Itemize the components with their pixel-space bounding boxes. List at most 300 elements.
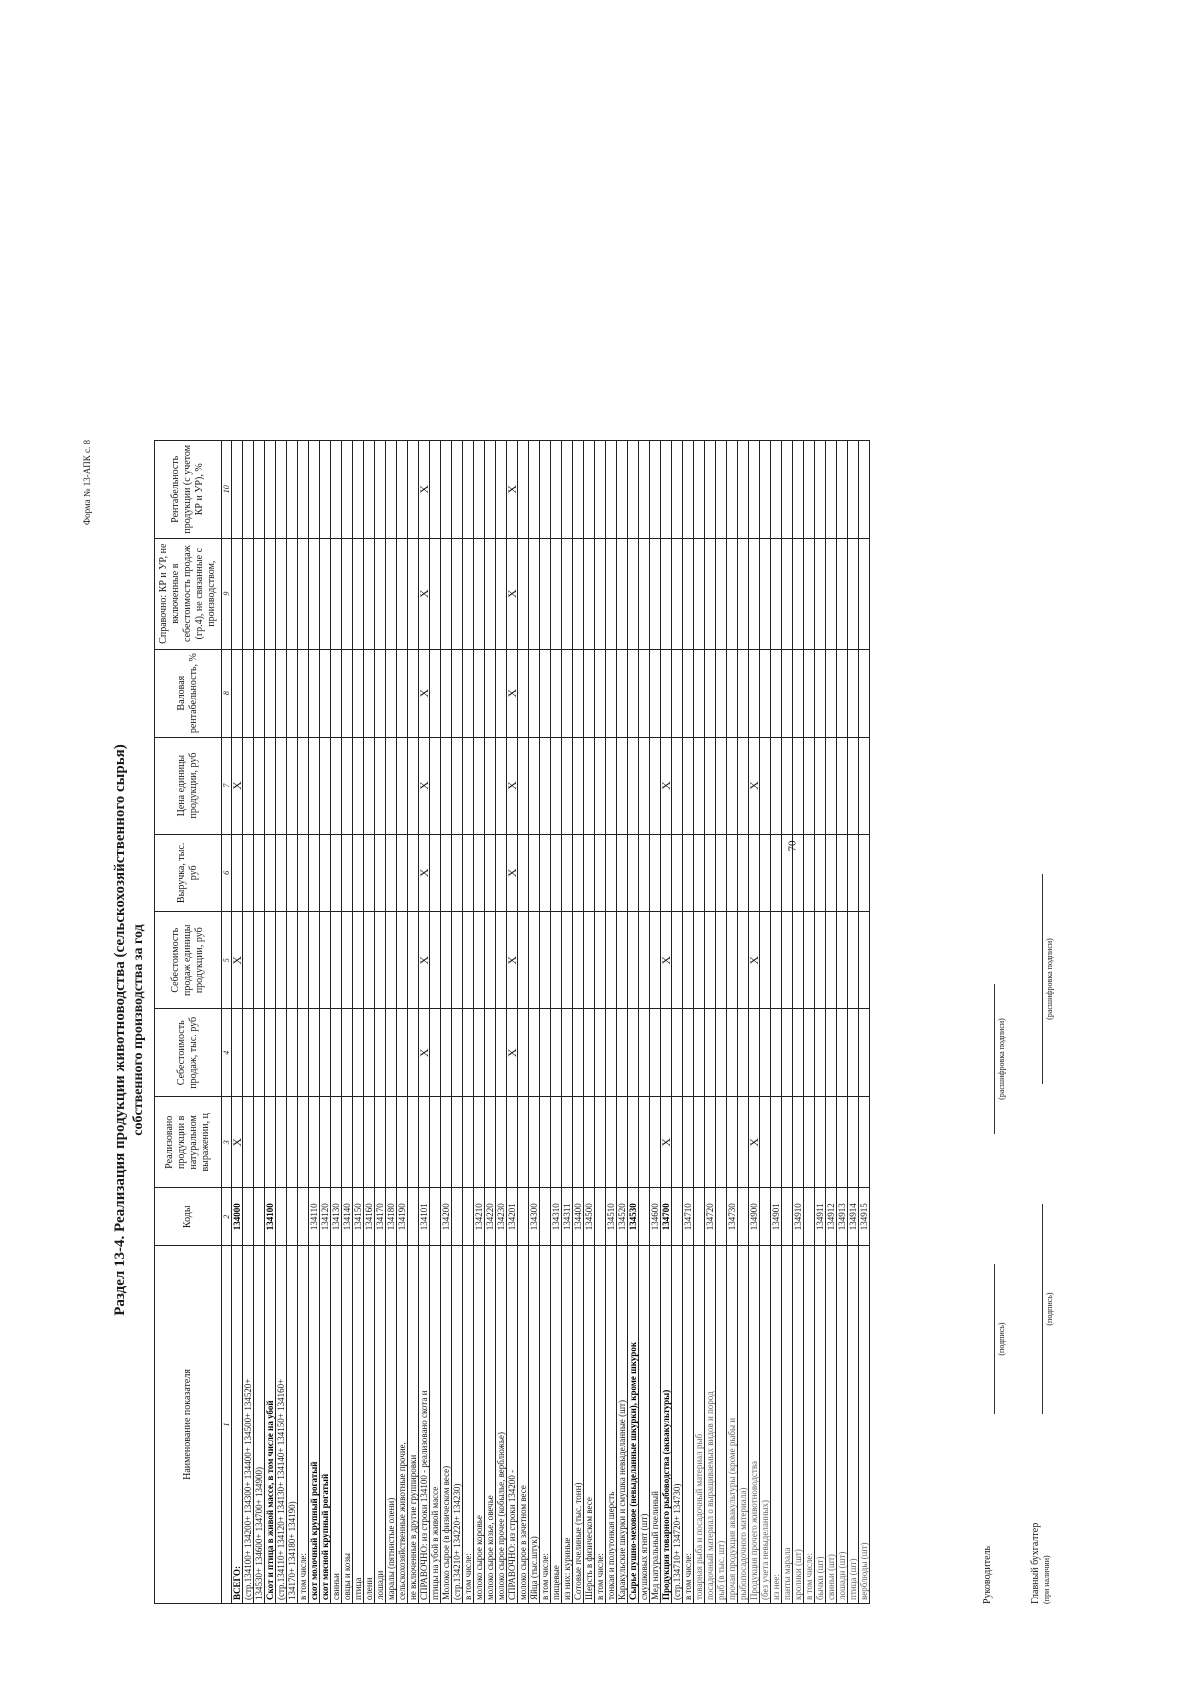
- data-cell[interactable]: [507, 1097, 518, 1188]
- data-cell[interactable]: X: [232, 912, 243, 1009]
- data-cell[interactable]: [683, 538, 694, 649]
- data-cell[interactable]: [474, 1009, 485, 1097]
- data-cell[interactable]: [463, 834, 474, 911]
- data-cell[interactable]: [727, 1009, 738, 1097]
- data-cell[interactable]: [485, 834, 496, 911]
- data-cell[interactable]: [265, 737, 276, 834]
- data-cell[interactable]: [287, 912, 298, 1009]
- data-cell[interactable]: X: [749, 737, 760, 834]
- data-cell[interactable]: [540, 912, 551, 1009]
- data-cell[interactable]: [364, 834, 375, 911]
- data-cell[interactable]: [353, 912, 364, 1009]
- data-cell[interactable]: [485, 737, 496, 834]
- data-cell[interactable]: [551, 1009, 562, 1097]
- data-cell[interactable]: [375, 538, 386, 649]
- data-cell[interactable]: [375, 737, 386, 834]
- data-cell[interactable]: X: [419, 834, 430, 911]
- data-cell[interactable]: [716, 912, 727, 1009]
- data-cell[interactable]: [232, 649, 243, 737]
- data-cell[interactable]: [331, 649, 342, 737]
- data-cell[interactable]: [639, 737, 650, 834]
- data-cell[interactable]: [298, 441, 309, 539]
- data-cell[interactable]: [584, 441, 595, 539]
- data-cell[interactable]: [485, 912, 496, 1009]
- data-cell[interactable]: [287, 737, 298, 834]
- data-cell[interactable]: [430, 737, 441, 834]
- data-cell[interactable]: [848, 912, 859, 1009]
- data-cell[interactable]: [595, 912, 606, 1009]
- data-cell[interactable]: [331, 441, 342, 539]
- data-cell[interactable]: [672, 649, 683, 737]
- data-cell[interactable]: [738, 649, 749, 737]
- data-cell[interactable]: [573, 912, 584, 1009]
- data-cell[interactable]: [375, 834, 386, 911]
- data-cell[interactable]: [254, 441, 265, 539]
- data-cell[interactable]: [595, 834, 606, 911]
- data-cell[interactable]: [485, 538, 496, 649]
- data-cell[interactable]: [771, 1009, 782, 1097]
- data-cell[interactable]: [672, 834, 683, 911]
- data-cell[interactable]: [771, 834, 782, 911]
- data-cell[interactable]: [639, 1097, 650, 1188]
- data-cell[interactable]: [716, 737, 727, 834]
- data-cell[interactable]: [848, 1009, 859, 1097]
- data-cell[interactable]: [848, 538, 859, 649]
- data-cell[interactable]: [397, 538, 408, 649]
- data-cell[interactable]: [760, 441, 771, 539]
- data-cell[interactable]: [474, 737, 485, 834]
- data-cell[interactable]: [782, 649, 793, 737]
- data-cell[interactable]: X: [507, 834, 518, 911]
- data-cell[interactable]: [639, 538, 650, 649]
- data-cell[interactable]: [342, 649, 353, 737]
- data-cell[interactable]: [595, 538, 606, 649]
- data-cell[interactable]: [232, 538, 243, 649]
- data-cell[interactable]: [485, 649, 496, 737]
- data-cell[interactable]: [342, 441, 353, 539]
- data-cell[interactable]: [419, 1097, 430, 1188]
- data-cell[interactable]: [661, 1009, 672, 1097]
- data-cell[interactable]: [254, 649, 265, 737]
- data-cell[interactable]: [265, 649, 276, 737]
- data-cell[interactable]: [584, 649, 595, 737]
- data-cell[interactable]: [749, 538, 760, 649]
- data-cell[interactable]: X: [507, 912, 518, 1009]
- data-cell[interactable]: [463, 441, 474, 539]
- data-cell[interactable]: [815, 1009, 826, 1097]
- head-signature-line[interactable]: [994, 1264, 995, 1414]
- data-cell[interactable]: X: [419, 737, 430, 834]
- data-cell[interactable]: [716, 1009, 727, 1097]
- data-cell[interactable]: [287, 441, 298, 539]
- data-cell[interactable]: [738, 441, 749, 539]
- data-cell[interactable]: [551, 834, 562, 911]
- data-cell[interactable]: [254, 834, 265, 911]
- data-cell[interactable]: [276, 441, 287, 539]
- data-cell[interactable]: [584, 737, 595, 834]
- data-cell[interactable]: [562, 1097, 573, 1188]
- data-cell[interactable]: [562, 538, 573, 649]
- data-cell[interactable]: [705, 834, 716, 911]
- data-cell[interactable]: [452, 1097, 463, 1188]
- data-cell[interactable]: [265, 441, 276, 539]
- data-cell[interactable]: [441, 737, 452, 834]
- data-cell[interactable]: [804, 834, 815, 911]
- data-cell[interactable]: [309, 737, 320, 834]
- data-cell[interactable]: X: [661, 737, 672, 834]
- data-cell[interactable]: [430, 538, 441, 649]
- data-cell[interactable]: [639, 1009, 650, 1097]
- data-cell[interactable]: [694, 1097, 705, 1188]
- data-cell[interactable]: [562, 834, 573, 911]
- data-cell[interactable]: [485, 1009, 496, 1097]
- data-cell[interactable]: [573, 834, 584, 911]
- data-cell[interactable]: [705, 1009, 716, 1097]
- data-cell[interactable]: [463, 1097, 474, 1188]
- data-cell[interactable]: [331, 1009, 342, 1097]
- data-cell[interactable]: [529, 441, 540, 539]
- data-cell[interactable]: [716, 834, 727, 911]
- data-cell[interactable]: [672, 441, 683, 539]
- data-cell[interactable]: [342, 737, 353, 834]
- data-cell[interactable]: [298, 1097, 309, 1188]
- data-cell[interactable]: [793, 737, 804, 834]
- data-cell[interactable]: [342, 834, 353, 911]
- data-cell[interactable]: [452, 538, 463, 649]
- data-cell[interactable]: [771, 649, 782, 737]
- data-cell[interactable]: [309, 834, 320, 911]
- data-cell[interactable]: [628, 1097, 639, 1188]
- data-cell[interactable]: X: [419, 538, 430, 649]
- accountant-signature-line[interactable]: [1042, 1204, 1043, 1414]
- data-cell[interactable]: [584, 1009, 595, 1097]
- data-cell[interactable]: [584, 1097, 595, 1188]
- data-cell[interactable]: X: [661, 912, 672, 1009]
- data-cell[interactable]: [353, 1009, 364, 1097]
- data-cell[interactable]: X: [232, 1097, 243, 1188]
- data-cell[interactable]: [243, 441, 254, 539]
- data-cell[interactable]: [309, 1009, 320, 1097]
- data-cell[interactable]: [749, 1009, 760, 1097]
- data-cell[interactable]: [320, 834, 331, 911]
- data-cell[interactable]: [573, 737, 584, 834]
- data-cell[interactable]: [562, 649, 573, 737]
- data-cell[interactable]: [540, 1097, 551, 1188]
- data-cell[interactable]: [617, 1097, 628, 1188]
- data-cell[interactable]: [793, 1097, 804, 1188]
- data-cell[interactable]: [573, 649, 584, 737]
- data-cell[interactable]: [837, 649, 848, 737]
- data-cell[interactable]: [760, 912, 771, 1009]
- data-cell[interactable]: [661, 538, 672, 649]
- data-cell[interactable]: [595, 1097, 606, 1188]
- data-cell[interactable]: [309, 912, 320, 1009]
- data-cell[interactable]: [276, 1009, 287, 1097]
- data-cell[interactable]: [716, 441, 727, 539]
- data-cell[interactable]: [562, 737, 573, 834]
- data-cell[interactable]: [540, 737, 551, 834]
- data-cell[interactable]: [452, 834, 463, 911]
- data-cell[interactable]: [617, 441, 628, 539]
- data-cell[interactable]: [474, 834, 485, 911]
- data-cell[interactable]: [364, 737, 375, 834]
- data-cell[interactable]: [837, 834, 848, 911]
- data-cell[interactable]: [650, 441, 661, 539]
- data-cell[interactable]: [683, 1009, 694, 1097]
- data-cell[interactable]: [397, 1009, 408, 1097]
- data-cell[interactable]: [276, 649, 287, 737]
- data-cell[interactable]: [705, 649, 716, 737]
- data-cell[interactable]: [727, 538, 738, 649]
- data-cell[interactable]: [606, 538, 617, 649]
- data-cell[interactable]: [716, 1097, 727, 1188]
- data-cell[interactable]: [375, 441, 386, 539]
- data-cell[interactable]: [309, 538, 320, 649]
- data-cell[interactable]: [804, 737, 815, 834]
- data-cell[interactable]: [683, 737, 694, 834]
- data-cell[interactable]: [232, 834, 243, 911]
- data-cell[interactable]: [694, 649, 705, 737]
- data-cell[interactable]: [650, 1009, 661, 1097]
- data-cell[interactable]: [771, 441, 782, 539]
- data-cell[interactable]: [848, 649, 859, 737]
- data-cell[interactable]: [793, 649, 804, 737]
- data-cell[interactable]: [628, 649, 639, 737]
- data-cell[interactable]: [408, 1097, 419, 1188]
- data-cell[interactable]: [859, 1097, 870, 1188]
- data-cell[interactable]: [639, 912, 650, 1009]
- data-cell[interactable]: [760, 538, 771, 649]
- data-cell[interactable]: [782, 441, 793, 539]
- data-cell[interactable]: [474, 649, 485, 737]
- data-cell[interactable]: [397, 1097, 408, 1188]
- data-cell[interactable]: [518, 538, 529, 649]
- data-cell[interactable]: [298, 1009, 309, 1097]
- data-cell[interactable]: [573, 441, 584, 539]
- data-cell[interactable]: [441, 834, 452, 911]
- data-cell[interactable]: [474, 912, 485, 1009]
- data-cell[interactable]: [595, 737, 606, 834]
- data-cell[interactable]: [859, 649, 870, 737]
- data-cell[interactable]: [815, 834, 826, 911]
- data-cell[interactable]: [518, 1009, 529, 1097]
- data-cell[interactable]: [441, 1009, 452, 1097]
- data-cell[interactable]: [683, 441, 694, 539]
- data-cell[interactable]: [672, 737, 683, 834]
- data-cell[interactable]: [837, 1097, 848, 1188]
- data-cell[interactable]: [353, 834, 364, 911]
- data-cell[interactable]: [606, 1097, 617, 1188]
- data-cell[interactable]: [771, 1097, 782, 1188]
- data-cell[interactable]: [826, 441, 837, 539]
- data-cell[interactable]: [760, 1009, 771, 1097]
- data-cell[interactable]: [276, 834, 287, 911]
- data-cell[interactable]: [826, 1009, 837, 1097]
- data-cell[interactable]: [320, 737, 331, 834]
- data-cell[interactable]: [606, 834, 617, 911]
- data-cell[interactable]: [287, 1097, 298, 1188]
- data-cell[interactable]: [650, 649, 661, 737]
- data-cell[interactable]: [386, 834, 397, 911]
- data-cell[interactable]: [551, 538, 562, 649]
- data-cell[interactable]: [859, 538, 870, 649]
- data-cell[interactable]: [353, 441, 364, 539]
- data-cell[interactable]: [540, 649, 551, 737]
- data-cell[interactable]: [804, 538, 815, 649]
- data-cell[interactable]: [298, 538, 309, 649]
- data-cell[interactable]: [254, 737, 265, 834]
- data-cell[interactable]: [551, 1097, 562, 1188]
- data-cell[interactable]: [694, 441, 705, 539]
- data-cell[interactable]: [771, 737, 782, 834]
- data-cell[interactable]: [804, 441, 815, 539]
- data-cell[interactable]: [859, 912, 870, 1009]
- data-cell[interactable]: [276, 1097, 287, 1188]
- data-cell[interactable]: [749, 649, 760, 737]
- data-cell[interactable]: [694, 538, 705, 649]
- data-cell[interactable]: X: [749, 1097, 760, 1188]
- data-cell[interactable]: [727, 441, 738, 539]
- data-cell[interactable]: [364, 912, 375, 1009]
- data-cell[interactable]: [309, 1097, 320, 1188]
- data-cell[interactable]: [672, 912, 683, 1009]
- data-cell[interactable]: [584, 538, 595, 649]
- data-cell[interactable]: [243, 1009, 254, 1097]
- data-cell[interactable]: [672, 538, 683, 649]
- data-cell[interactable]: [606, 912, 617, 1009]
- data-cell[interactable]: [529, 1097, 540, 1188]
- data-cell[interactable]: [243, 912, 254, 1009]
- data-cell[interactable]: [364, 1009, 375, 1097]
- data-cell[interactable]: [430, 834, 441, 911]
- data-cell[interactable]: [606, 737, 617, 834]
- data-cell[interactable]: [584, 912, 595, 1009]
- data-cell[interactable]: [287, 1009, 298, 1097]
- data-cell[interactable]: [804, 1097, 815, 1188]
- data-cell[interactable]: X: [419, 912, 430, 1009]
- data-cell[interactable]: [782, 737, 793, 834]
- data-cell[interactable]: [606, 441, 617, 539]
- data-cell[interactable]: X: [749, 912, 760, 1009]
- data-cell[interactable]: [276, 538, 287, 649]
- data-cell[interactable]: [518, 1097, 529, 1188]
- data-cell[interactable]: [331, 912, 342, 1009]
- data-cell[interactable]: [452, 912, 463, 1009]
- data-cell[interactable]: [463, 1009, 474, 1097]
- data-cell[interactable]: [463, 737, 474, 834]
- data-cell[interactable]: [287, 649, 298, 737]
- data-cell[interactable]: [672, 1097, 683, 1188]
- data-cell[interactable]: X: [661, 1097, 672, 1188]
- data-cell[interactable]: [793, 912, 804, 1009]
- data-cell[interactable]: [804, 1009, 815, 1097]
- data-cell[interactable]: [397, 834, 408, 911]
- data-cell[interactable]: [331, 538, 342, 649]
- data-cell[interactable]: [573, 538, 584, 649]
- data-cell[interactable]: X: [507, 649, 518, 737]
- data-cell[interactable]: [540, 834, 551, 911]
- data-cell[interactable]: [386, 737, 397, 834]
- data-cell[interactable]: [309, 649, 320, 737]
- data-cell[interactable]: [694, 737, 705, 834]
- data-cell[interactable]: [837, 1009, 848, 1097]
- data-cell[interactable]: [551, 912, 562, 1009]
- data-cell[interactable]: [518, 649, 529, 737]
- data-cell[interactable]: [485, 1097, 496, 1188]
- data-cell[interactable]: [815, 1097, 826, 1188]
- data-cell[interactable]: [243, 649, 254, 737]
- data-cell[interactable]: [793, 538, 804, 649]
- data-cell[interactable]: [232, 441, 243, 539]
- data-cell[interactable]: [243, 1097, 254, 1188]
- data-cell[interactable]: [485, 441, 496, 539]
- data-cell[interactable]: [386, 538, 397, 649]
- data-cell[interactable]: [683, 1097, 694, 1188]
- data-cell[interactable]: [265, 538, 276, 649]
- data-cell[interactable]: [617, 912, 628, 1009]
- data-cell[interactable]: [815, 649, 826, 737]
- data-cell[interactable]: [298, 834, 309, 911]
- data-cell[interactable]: [617, 649, 628, 737]
- data-cell[interactable]: [837, 737, 848, 834]
- data-cell[interactable]: [463, 912, 474, 1009]
- data-cell[interactable]: [837, 441, 848, 539]
- data-cell[interactable]: X: [507, 538, 518, 649]
- data-cell[interactable]: [628, 538, 639, 649]
- data-cell[interactable]: [265, 834, 276, 911]
- data-cell[interactable]: [848, 834, 859, 911]
- data-cell[interactable]: X: [507, 441, 518, 539]
- data-cell[interactable]: [331, 737, 342, 834]
- data-cell[interactable]: [837, 538, 848, 649]
- data-cell[interactable]: [837, 912, 848, 1009]
- data-cell[interactable]: [265, 912, 276, 1009]
- data-cell[interactable]: [397, 441, 408, 539]
- data-cell[interactable]: [705, 912, 716, 1009]
- data-cell[interactable]: [364, 441, 375, 539]
- data-cell[interactable]: [474, 538, 485, 649]
- data-cell[interactable]: [705, 1097, 716, 1188]
- data-cell[interactable]: [375, 1097, 386, 1188]
- data-cell[interactable]: [463, 538, 474, 649]
- data-cell[interactable]: [320, 1009, 331, 1097]
- data-cell[interactable]: [595, 441, 606, 539]
- data-cell[interactable]: [826, 737, 837, 834]
- data-cell[interactable]: [661, 649, 672, 737]
- data-cell[interactable]: [738, 538, 749, 649]
- data-cell[interactable]: [287, 538, 298, 649]
- data-cell[interactable]: [540, 538, 551, 649]
- data-cell[interactable]: [518, 834, 529, 911]
- data-cell[interactable]: [628, 1009, 639, 1097]
- data-cell[interactable]: [562, 912, 573, 1009]
- data-cell[interactable]: [342, 538, 353, 649]
- data-cell[interactable]: [738, 834, 749, 911]
- data-cell[interactable]: [353, 649, 364, 737]
- data-cell[interactable]: [551, 441, 562, 539]
- data-cell[interactable]: [529, 1009, 540, 1097]
- data-cell[interactable]: [595, 1009, 606, 1097]
- data-cell[interactable]: [529, 912, 540, 1009]
- data-cell[interactable]: [595, 649, 606, 737]
- data-cell[interactable]: [529, 737, 540, 834]
- data-cell[interactable]: [771, 912, 782, 1009]
- data-cell[interactable]: X: [419, 1009, 430, 1097]
- data-cell[interactable]: [694, 834, 705, 911]
- data-cell[interactable]: [815, 912, 826, 1009]
- data-cell[interactable]: [815, 441, 826, 539]
- data-cell[interactable]: [540, 1009, 551, 1097]
